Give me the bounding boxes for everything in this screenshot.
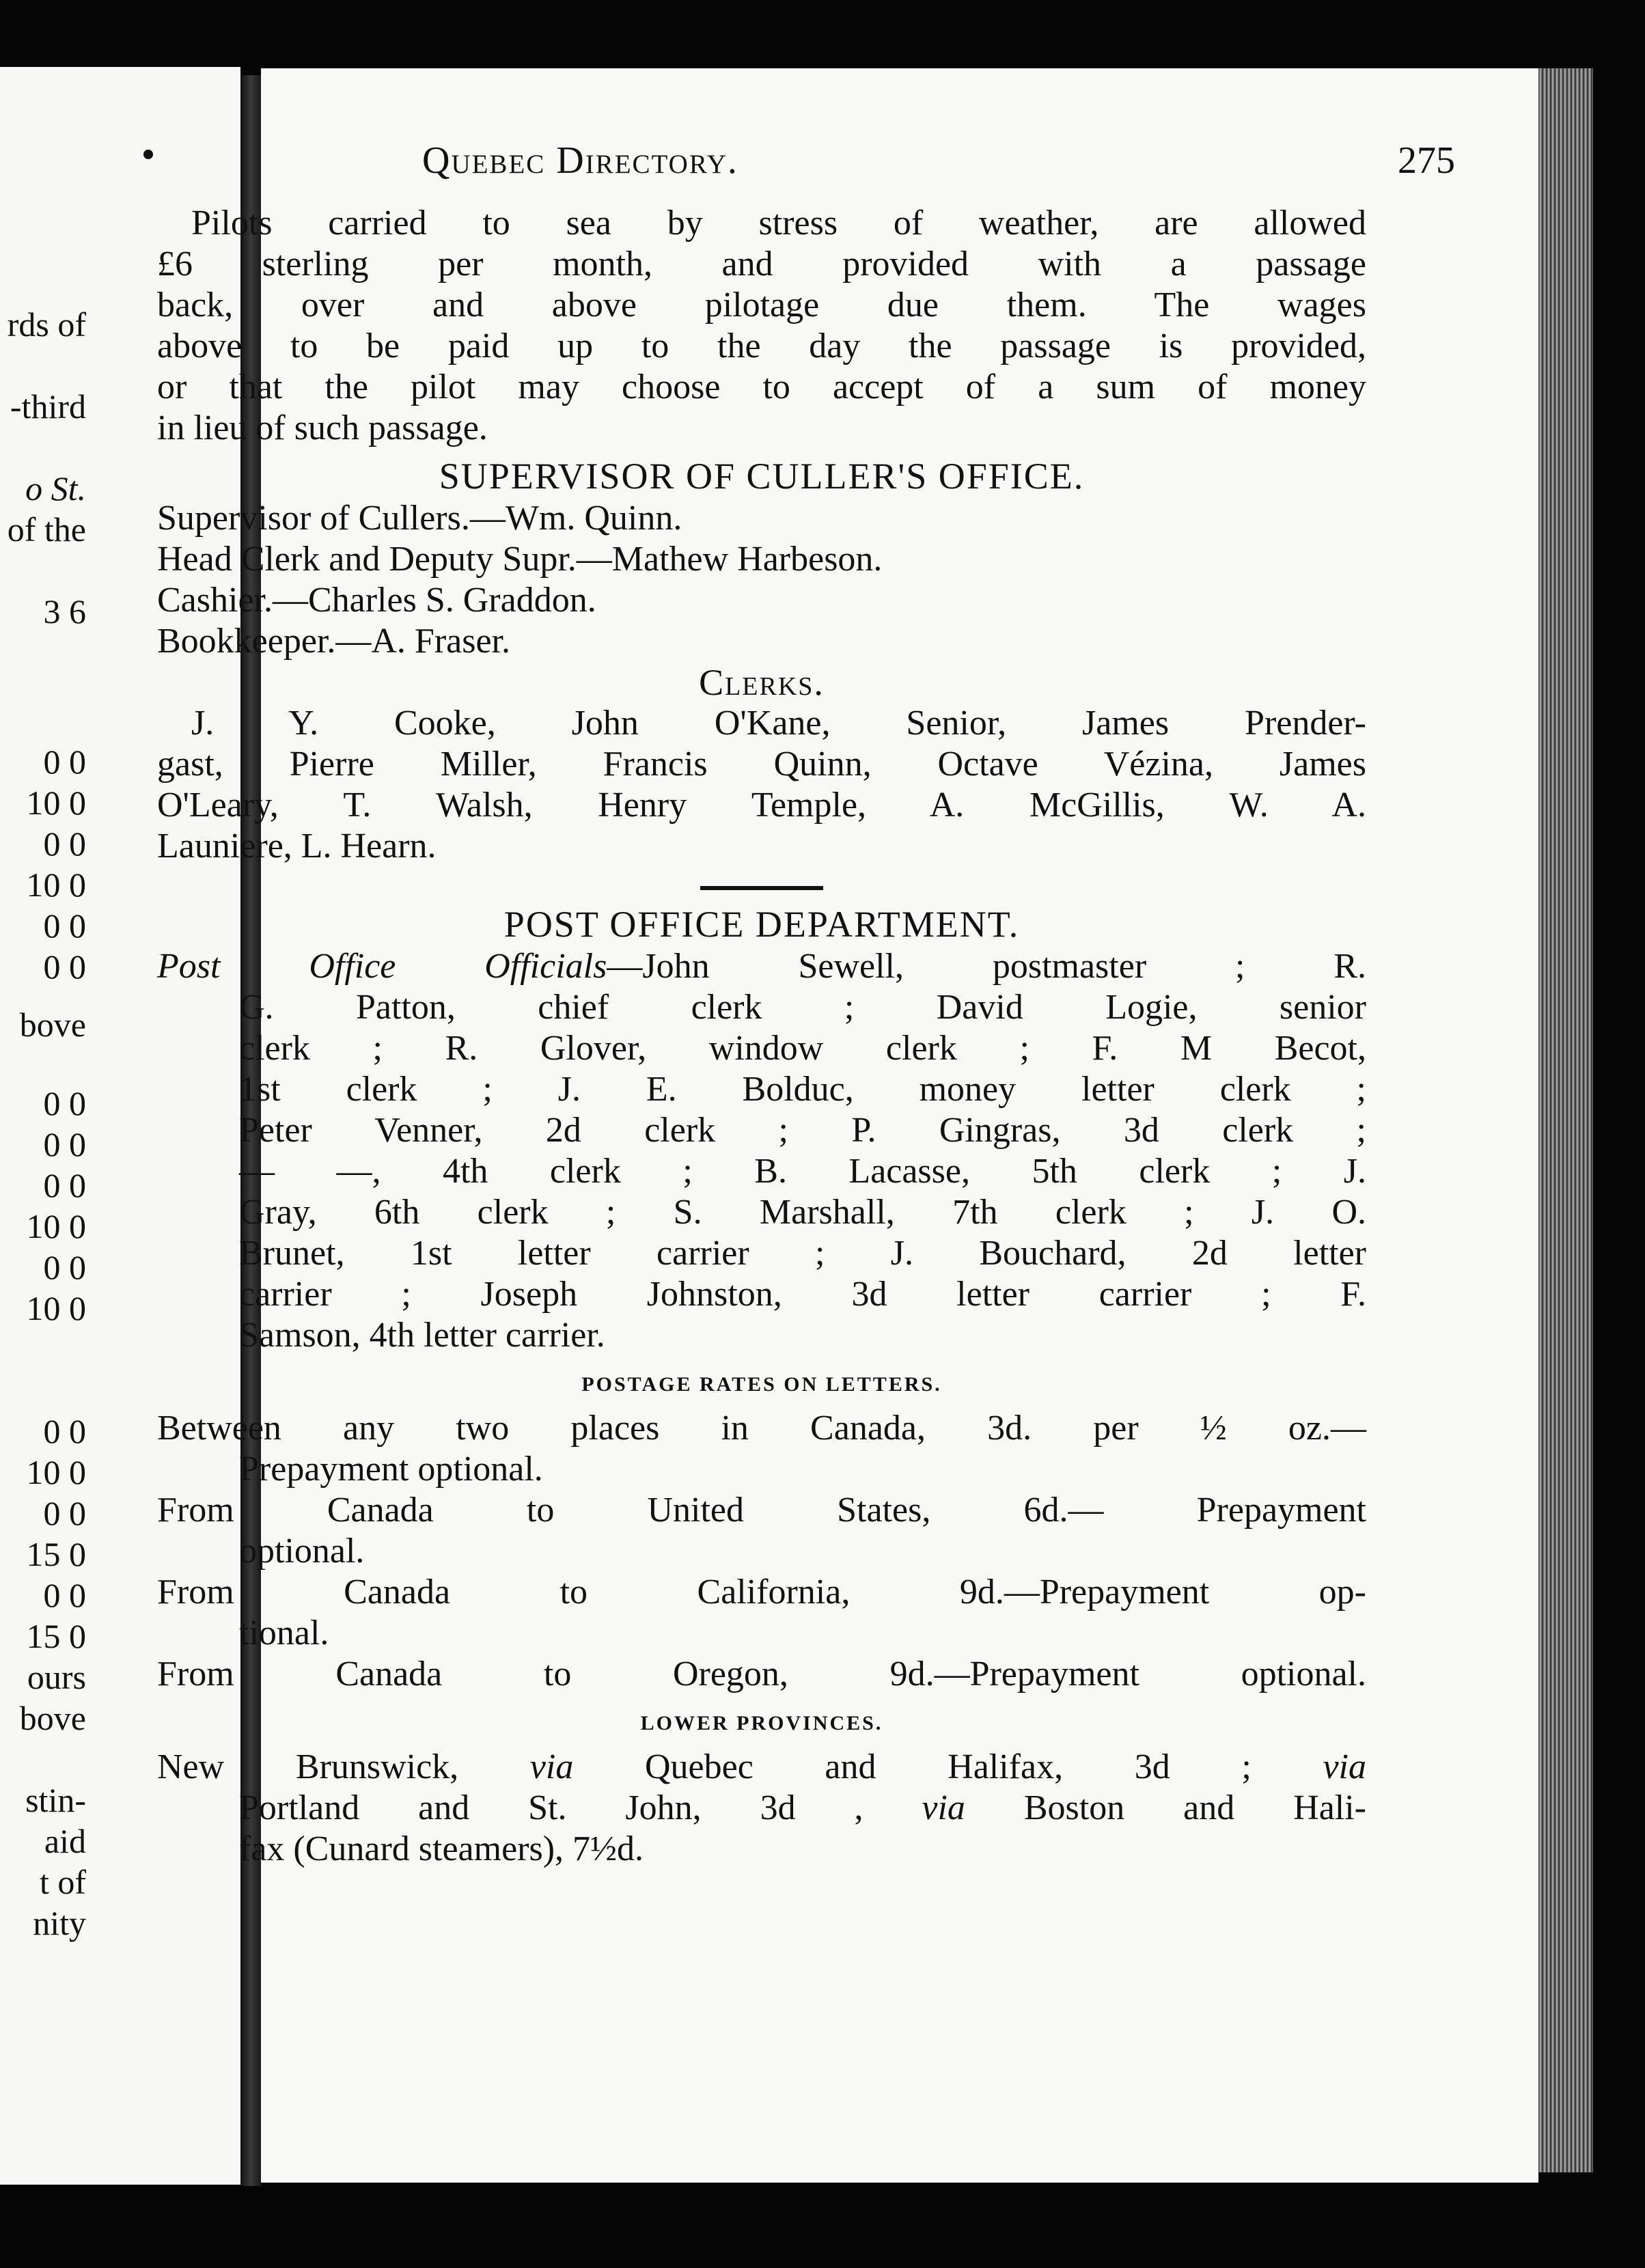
text-line: clerk ; R. Glover, window clerk ; F. M Becot, <box>239 1029 1366 1068</box>
clerks-paragraph <box>157 703 1366 867</box>
left-margin-fragment: aid <box>44 1822 86 1860</box>
text-line: Pilots carried to sea by stress of weather, are allowed <box>191 204 1366 243</box>
left-margin-fragment: 10 0 <box>26 1207 86 1245</box>
running-header <box>157 139 1455 195</box>
left-margin-fragment: 10 0 <box>26 784 86 822</box>
subheading-postage-rates: POSTAGE RATES ON LETTERS. <box>581 1373 942 1396</box>
text-line: Gray, 6th clerk ; S. Marshall, 7th clerk ; J. O. <box>239 1193 1366 1232</box>
section-divider <box>700 886 823 890</box>
left-margin-fragment: 0 0 <box>43 1125 86 1163</box>
text-line <box>239 1788 1366 1829</box>
text-line: Prepayment optional. <box>239 1450 543 1489</box>
text-line: Head Clerk and Deputy Supr.—Mathew Harbeson. <box>157 540 883 579</box>
text-line: fax (Cunard steamers), 7½d. <box>239 1829 644 1868</box>
left-margin-fragment: 3 6 <box>43 592 86 631</box>
text-line: From Canada to United States, 6d.— Prepayment <box>157 1491 1366 1530</box>
text-span: —John Sewell, postmaster ; R. <box>607 947 1366 986</box>
text-line: J. Y. Cooke, John O'Kane, Senior, James Prender- <box>191 704 1366 743</box>
text-line: — —, 4th clerk ; B. Lacasse, 5th clerk ; J. <box>239 1152 1366 1191</box>
left-margin-fragment: nity <box>33 1904 86 1942</box>
left-margin-fragment: 0 0 <box>43 1166 86 1204</box>
text-line: Samson, 4th letter carrier. <box>239 1316 605 1355</box>
text-line: G. Patton, chief clerk ; David Logie, senior <box>239 988 1366 1027</box>
ink-dot <box>143 150 153 159</box>
left-margin-fragment: 0 0 <box>43 1248 86 1286</box>
left-margin-fragment: 15 0 <box>26 1617 86 1655</box>
text-line: Between any two places in Canada, 3d. per ½ oz.— <box>157 1409 1366 1448</box>
left-margin-fragment: 0 0 <box>43 907 86 945</box>
left-margin-fragment: 0 0 <box>43 1084 86 1122</box>
text-span: Quebec and Halifax, 3d ; <box>573 1747 1323 1786</box>
text-line: tional. <box>239 1614 329 1652</box>
left-margin-fragment: of the <box>7 510 86 549</box>
left-margin-fragment: ours <box>27 1658 86 1696</box>
culler-officials <box>157 498 1366 662</box>
post-officials <box>157 946 1366 1356</box>
italic-span: via <box>922 1788 965 1827</box>
left-margin-fragment: 10 0 <box>26 1453 86 1491</box>
text-line: optional. <box>239 1532 365 1571</box>
left-margin-fragment: -third <box>10 387 86 426</box>
text-line: above to be paid up to the day the passage is provided, <box>157 327 1366 365</box>
page-title: Quebec Directory. <box>422 139 738 182</box>
italic-label: Post Office Officials <box>157 947 607 986</box>
left-margin-fragment: 0 0 <box>43 1412 86 1450</box>
text-line: carrier ; Joseph Johnston, 3d letter carrier ; F. <box>239 1275 1366 1314</box>
left-margin-fragment: 0 0 <box>43 1494 86 1532</box>
italic-span: via <box>1323 1747 1366 1786</box>
left-margin-fragment: rds of <box>7 305 86 344</box>
left-margin-fragment: o St. <box>25 469 86 508</box>
postage-rates <box>157 1408 1366 1695</box>
page-text <box>157 139 1455 1870</box>
text-span: New Brunswick, <box>157 1747 530 1786</box>
section-heading-culler: SUPERVISOR OF CULLER'S OFFICE. <box>439 456 1085 497</box>
text-line <box>157 946 1366 987</box>
text-line: gast, Pierre Miller, Francis Quinn, Octave Vézina, James <box>157 745 1366 784</box>
text-line: Brunet, 1st letter carrier ; J. Bouchard, 2d letter <box>239 1234 1366 1273</box>
text-span: Portland and St. John, 3d , <box>239 1788 922 1827</box>
left-margin-fragment: t of <box>39 1863 86 1901</box>
text-line <box>157 1747 1366 1788</box>
text-line: From Canada to Oregon, 9d.—Prepayment optional. <box>157 1655 1366 1693</box>
left-margin-fragment: 0 0 <box>43 1576 86 1614</box>
pilots-paragraph <box>157 203 1366 449</box>
text-line: £6 sterling per month, and provided with a passage <box>157 245 1366 284</box>
page-number: 275 <box>1398 139 1455 182</box>
subheading-lower-provinces: LOWER PROVINCES. <box>640 1712 883 1734</box>
left-margin-fragment: 0 0 <box>43 825 86 863</box>
subheading-clerks: Clerks. <box>699 662 825 703</box>
text-line: or that the pilot may choose to accept of a sum of money <box>157 368 1366 406</box>
text-line: 1st clerk ; J. E. Bolduc, money letter clerk ; <box>239 1070 1366 1109</box>
left-margin-fragment: stin- <box>25 1781 86 1819</box>
left-margin-fragment: 10 0 <box>26 866 86 904</box>
italic-span: via <box>529 1747 574 1786</box>
left-margin-fragment: bove <box>19 1006 86 1044</box>
text-line: Launiere, L. Hearn. <box>157 827 437 866</box>
text-line: back, over and above pilotage due them. The wages <box>157 286 1366 324</box>
text-line: Supervisor of Cullers.—Wm. Quinn. <box>157 499 682 538</box>
left-margin-fragment: 10 0 <box>26 1289 86 1327</box>
text-line: O'Leary, T. Walsh, Henry Temple, A. McGillis, W. A. <box>157 786 1366 825</box>
left-margin-fragment: 0 0 <box>43 743 86 781</box>
text-line: Peter Venner, 2d clerk ; P. Gingras, 3d clerk ; <box>239 1111 1366 1150</box>
section-heading-post: POST OFFICE DEPARTMENT. <box>503 904 1020 945</box>
left-margin-fragment: bove <box>19 1699 86 1737</box>
text-line: in lieu of such passage. <box>157 409 488 447</box>
text-span: Boston and Hali- <box>965 1788 1366 1827</box>
text-line: Bookkeeper.—A. Fraser. <box>157 622 511 661</box>
text-line: Cashier.—Charles S. Graddon. <box>157 581 596 620</box>
left-margin-fragment: 0 0 <box>43 948 86 986</box>
text-line: From Canada to California, 9d.—Prepayment op- <box>157 1573 1366 1612</box>
lower-provinces <box>157 1747 1366 1870</box>
page-edges <box>1538 68 1593 2172</box>
left-margin-fragment: 15 0 <box>26 1535 86 1573</box>
